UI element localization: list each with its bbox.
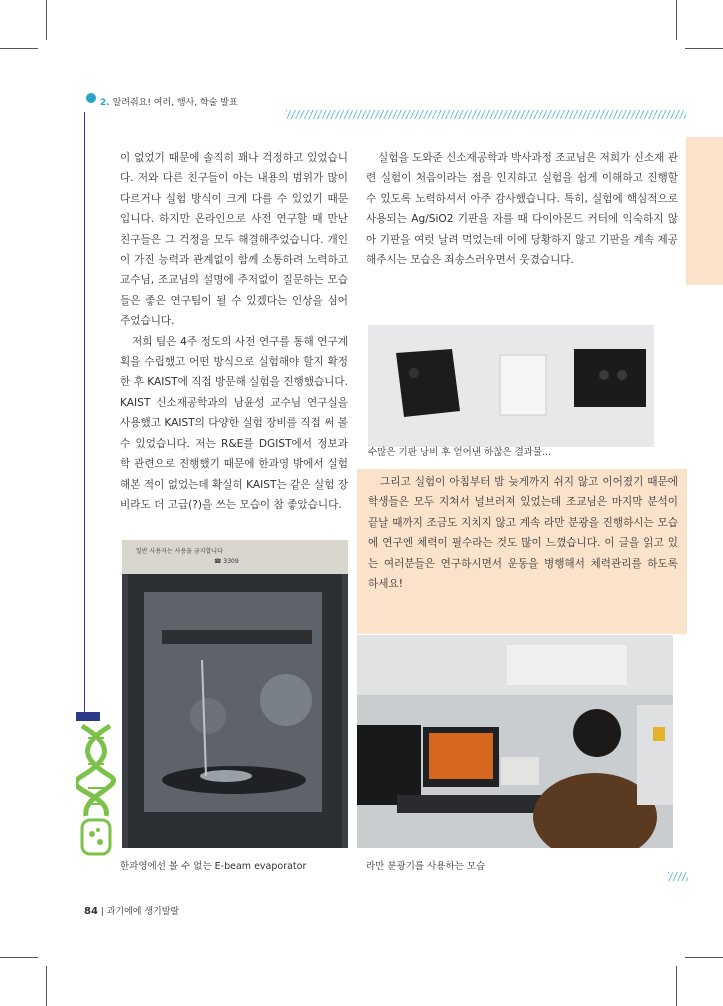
header-hatch-pattern xyxy=(286,110,686,119)
raman-caption: 라만 분광기를 사용하는 모습 xyxy=(366,861,486,872)
side-tab xyxy=(686,137,723,285)
crop-mark xyxy=(0,48,38,49)
page-number: 84 xyxy=(84,906,98,917)
section-bullet-icon xyxy=(86,93,96,103)
right-column-box xyxy=(368,472,678,594)
footer-hatch-pattern xyxy=(668,872,688,881)
crop-mark xyxy=(46,966,47,1006)
evaporator-sign-text: 일반 사용자는 사용을 금지합니다 xyxy=(136,548,223,555)
evaporator-photo xyxy=(122,540,348,848)
evaporator-caption: 한과영에선 볼 수 없는 E-beam evaporator xyxy=(120,861,307,872)
crop-mark xyxy=(46,0,47,40)
left-paragraph-2: 저희 팀은 4주 정도의 사전 연구를 통해 연구계획을 수립했고 어떤 방식으로 실험해야 할지 확정한 후 KAIST에 직접 방문해 실험을 진행했습니다. KAIST 신소재공학과의 남윤성 교수님 연구실을 사용했고 KAIST의 다양한 실험 장비를 직접 써 볼 수 있었습니다. 저는 R&E를 DGIST에서 정보과학 관련으로 진행했기 때문에 한과영 밖에서 실험해본 적이 없었는데 확실히 KAIST는 같은 실험 장비라도 더 고급(?)을 쓰는 모습이 참 좋았습니다. xyxy=(120,335,348,511)
evaporator-phone-text: ☎ 3309 xyxy=(214,558,239,565)
footer-separator: | xyxy=(100,907,107,917)
right-paragraph-1: 실험을 도와준 신소재공학과 박사과정 조교님은 저희가 신소재 관련 실험이 처음이라는 점을 인지하고 실험을 쉽게 이해하고 진행할 수 있도록 노력하셔서 아주 감사했습니다. 특히, 실험에 핵심적으로 사용되는 Ag/SiO2 기판을 자를 때 다이아몬드 커터에 익숙하지 않아 기판을 여럿 날려 먹었는데 이에 당황하지 않고 기판을 계속 제공해주시는 모습은 죄송스러우면서 웃겼습니다. xyxy=(366,152,678,267)
margin-rule xyxy=(84,112,85,712)
left-column xyxy=(120,148,348,515)
section-title: 알려줘요! 여러, 행사, 학술 발표 xyxy=(112,98,238,108)
raman-photo xyxy=(357,635,673,848)
section-header xyxy=(100,95,238,108)
crop-mark xyxy=(685,957,723,958)
dna-helix-icon xyxy=(76,724,118,856)
right-paragraph-2: 그리고 실험이 아침부터 밤 늦게까지 쉬지 않고 이어졌기 때문에 학생들은 모두 지쳐서 널브러져 있었는데 조교님은 마지막 분석이 끝날 때까지 조금도 지치지 않고 계속 라만 분광을 진행하시는 모습에 연구엔 체력이 필수라는 것도 많이 느꼈습니다. 이 글을 읽고 있는 여러분들은 연구하시면서 운동을 병행해서 체력관리를 하도록 하세요! xyxy=(368,476,678,591)
magazine-name: 과기에에 생기발랄 xyxy=(106,907,180,917)
substrates-photo xyxy=(368,325,654,447)
crop-mark xyxy=(676,966,677,1006)
right-column-top xyxy=(366,148,678,270)
section-number: 2. xyxy=(100,98,110,108)
crop-mark xyxy=(0,957,38,958)
crop-mark xyxy=(676,0,677,40)
crop-mark xyxy=(685,48,723,49)
margin-marker xyxy=(76,712,100,721)
substrates-caption: 수많은 기판 낭비 후 얻어낸 하찮은 결과물... xyxy=(368,447,552,458)
left-paragraph-1: 이 없었기 때문에 솔직히 꽤나 걱정하고 있었습니다. 저와 다른 친구들이 아는 내용의 범위가 많이 다르거나 실험 방식이 크게 다를 수 있었기 때문입니다. 하지만 온라인으로 사전 연구할 때 만난 친구들은 그 걱정을 모두 해결해주었습니다. 개인이 가진 능력과 관계없이 함께 소통하려 노력하고 교수님, 조교님의 설명에 주저없이 질문하는 모습들은 좋은 연구팀이 될 수 있겠다는 인상을 심어 주었습니다. xyxy=(120,152,348,328)
page-footer xyxy=(84,904,179,917)
